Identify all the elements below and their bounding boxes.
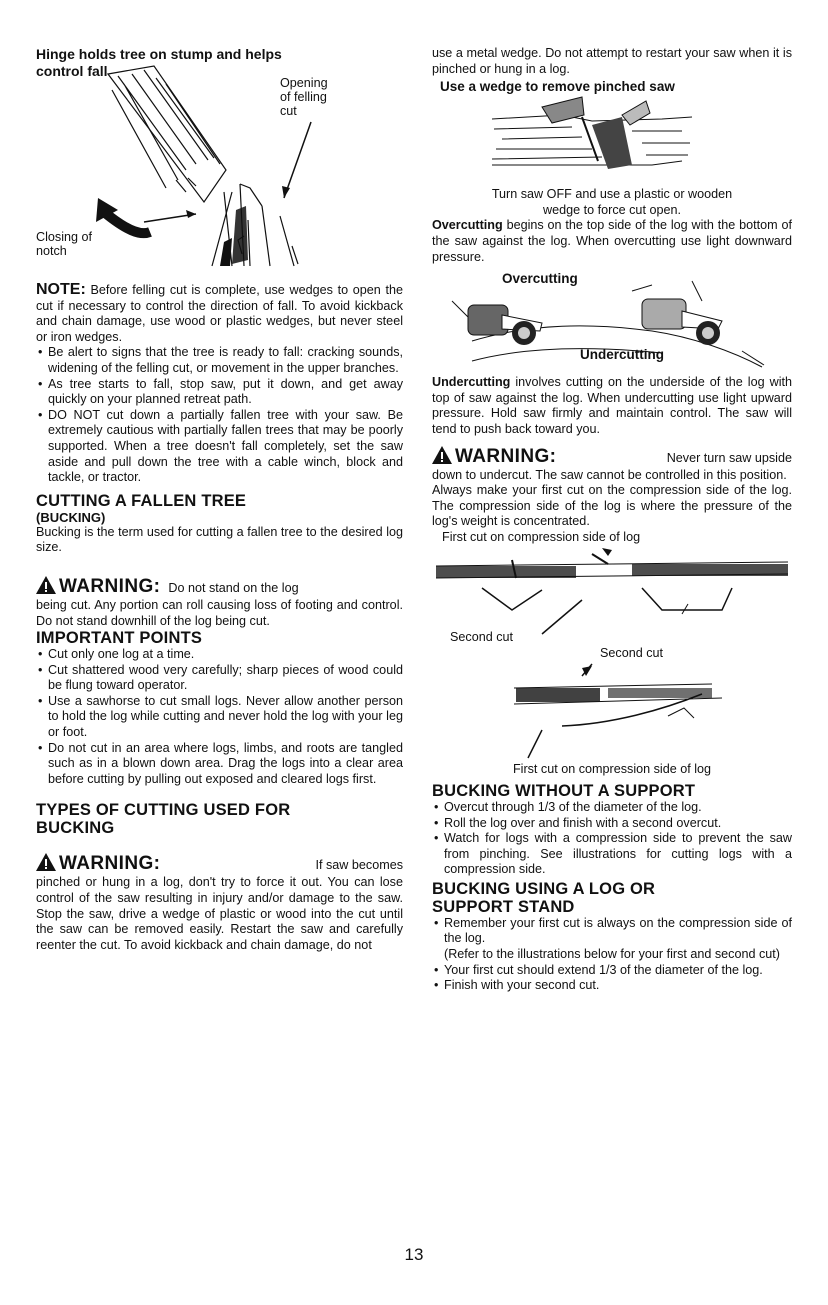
warning-label: WARNING: (59, 575, 161, 597)
hinge-figure-title: Hinge holds tree on stump and helps control fall (36, 46, 282, 79)
notch-shading (220, 206, 248, 266)
closing-label: Closing of notch (36, 230, 93, 258)
note-label: NOTE: (36, 281, 86, 298)
list-item: • Roll the log over and finish with a second overcut. (432, 816, 792, 832)
warning-text: being cut. Any portion can roll causing loss of footing and control. Do not stand downhill of the log being cut. (36, 597, 403, 628)
continued-text: use a metal wedge. Do not attempt to restart your saw when it is pinched or hung in a log. (432, 46, 792, 76)
warning-label: WARNING: (455, 445, 557, 467)
undercutting-label: Undercutting (580, 347, 664, 363)
types-of-cutting-heading: TYPES OF CUTTING USED FOR BUCKING (36, 801, 291, 838)
log-end-supported-illustration (432, 660, 792, 770)
warning-block-3 (432, 444, 792, 530)
warning-triangle-icon (432, 446, 452, 464)
overcutting-label: Overcutting (502, 271, 578, 287)
over-under-illustration (432, 271, 792, 375)
note-paragraph (36, 282, 403, 345)
warning-triangle-icon (36, 576, 56, 594)
list-item: • Be alert to signs that the tree is ready to fall: cracking sounds, widening of the felling cut, or movement in the upper branches. (36, 345, 403, 376)
wedge-figure-title: Use a wedge to remove pinched saw (440, 79, 675, 95)
compression-paragraph: Always make your first cut on the compression side of the log. The compression side of the log is where the pressure of the log's weight is concentrated. (432, 483, 792, 529)
important-points-heading: IMPORTANT POINTS (36, 629, 203, 648)
list-item: • Use a sawhorse to cut small logs. Never allow another person to hold the log while cutting and never hold the log with your leg or foot. (36, 694, 403, 741)
tree-trunk-upper (108, 66, 226, 202)
bucking-subheading: (BUCKING) (36, 509, 106, 525)
saw-shape (542, 97, 584, 123)
left-column (36, 46, 403, 953)
warning-block-2 (36, 851, 403, 953)
wedge-shape (592, 117, 632, 169)
wedge-caption: Turn saw OFF and use a plastic or wooden wedge to force cut open. (491, 187, 733, 217)
list-item: • Your first cut should extend 1/3 of the diameter of the log. (432, 963, 792, 979)
page-number: 13 (404, 1245, 424, 1264)
cutting-fallen-tree-heading: CUTTING A FALLEN TREE (36, 491, 247, 510)
important-points-list (36, 647, 403, 787)
bucking-support-figure-2 (432, 646, 792, 778)
list-item: • Remember your first cut is always on the compression side of the log. (Refer to the illustrations below for your first and second cut) (432, 916, 792, 963)
list-item: • Do not cut in an area where logs, limbs, and roots are tangled such as in a blown down area. Drag the logs into a clear area before cutting by pulling out exposed and cleared logs first. (36, 741, 403, 788)
warning-triangle-icon (36, 853, 56, 871)
fig3-first-cut-label: First cut on compression side of log (442, 529, 641, 544)
fig4-first-cut-label: First cut on compression side of log (512, 761, 712, 776)
list-item: • DO NOT cut down a partially fallen tree with your saw. Be extremely cautious with partially fallen trees that may be poorly supported. When a tree doesn't fall completely, set the saw aside and pull down the tree with a cable winch, block and tackle, or tractor. (36, 408, 403, 486)
warning-text: pinched or hung in a log, don't try to force it out. You can lose control of the saw resulting in injury and/or damage to the saw. Stop the saw, drive a wedge of plastic or wood into the cut until the saw can be removed easily. Restart the saw and carefully reenter the cut. To avoid kickback and chain damage, do not (36, 875, 403, 952)
warning-inline-text: If saw becomes (315, 858, 403, 873)
wedge-figure (432, 79, 792, 187)
fig4-second-cut-label: Second cut (600, 645, 664, 660)
undercutting-paragraph: Undercutting involves cutting on the underside of the log with top of saw against the log. When undercutting use light upward pressure. Hold saw firmly and maintain control. The saw will tend to push back toward you. (432, 375, 792, 436)
overcutting-lead: Overcutting (432, 218, 503, 233)
list-item: • Cut only one log at a time. (36, 647, 403, 663)
warning-inline-text: Never turn saw upside (666, 450, 792, 465)
bucking-definition: Bucking is the term used for cutting a fallen tree to the desired log size. (36, 524, 403, 555)
note-text: Before felling cut is complete, use wedges to open the cut if necessary to control the direction of fall. To avoid kickback and chain damage, use wood or plastic wedges, but never steel or iron wedges. (36, 283, 404, 344)
overcutting-paragraph: Overcutting begins on the top side of the log with the bottom of the saw against the log. When overcutting use light downward pressure. (432, 218, 793, 264)
opening-arrow (284, 122, 311, 198)
fig3-second-cut-label: Second cut (450, 629, 514, 644)
warning-label: WARNING: (59, 853, 161, 875)
right-column (432, 46, 792, 994)
warning-block-1 (36, 574, 403, 629)
undercutting-lead: Undercutting (432, 375, 511, 390)
warning-inline-text: Do not stand on the log (168, 580, 299, 595)
log-support-stand-heading: BUCKING USING A LOG OR SUPPORT STAND (432, 879, 656, 916)
without-support-list (432, 800, 792, 878)
list-item: • Overcut through 1/3 of the diameter of the log. (432, 800, 792, 816)
bucking-support-figure-1 (432, 530, 792, 646)
over-under-figure (432, 271, 792, 375)
overcut-saw (452, 301, 542, 345)
list-item: • Finish with your second cut. (432, 978, 792, 994)
list-item: • As tree starts to fall, stop saw, put it down, and get away quickly on your planned retreat path. (36, 377, 403, 408)
log-between-supports-illustration (432, 544, 792, 644)
opening-label: Opening of felling cut (280, 76, 328, 118)
warning-text: down to undercut. The saw cannot be controlled in this position. (432, 467, 787, 482)
bucking-without-support-heading: BUCKING WITHOUT A SUPPORT (432, 781, 696, 800)
wedge-illustration (432, 95, 792, 185)
felling-bullets (36, 345, 403, 485)
list-item: • Watch for logs with a compression side to prevent the saw from pinching. See illustrations for cutting logs with a compression side. (432, 831, 792, 878)
hinge-figure (36, 46, 403, 272)
list-item: • Cut shattered wood very carefully; sharp pieces of wood could be flung toward operator. (36, 663, 403, 694)
log-support-list (432, 916, 792, 994)
